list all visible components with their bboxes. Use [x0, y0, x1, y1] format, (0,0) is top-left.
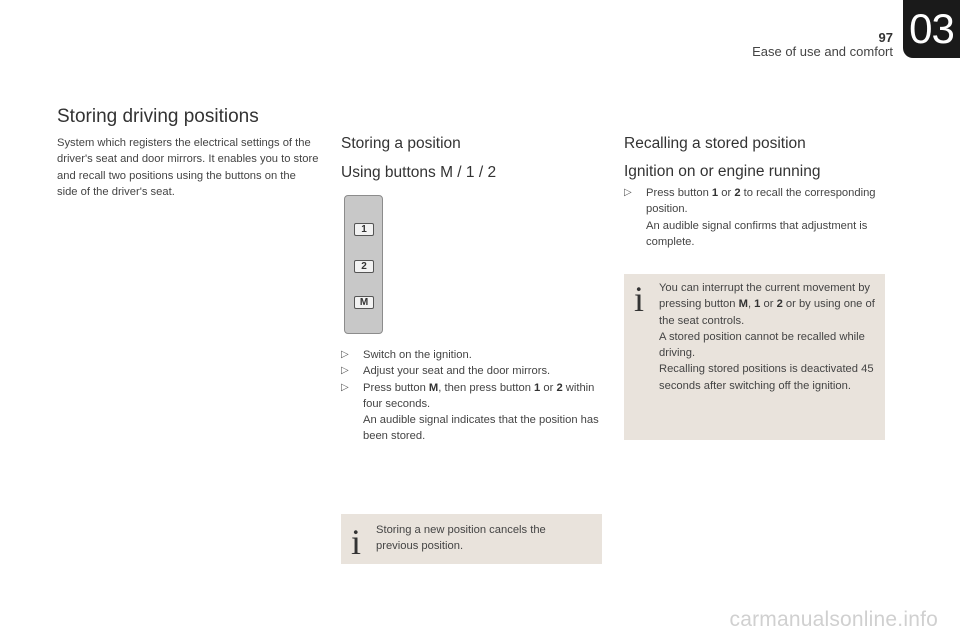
step-text: to recall the corresponding position.: [646, 187, 876, 216]
info-text-part: ,: [747, 298, 755, 311]
memory-button-m: M: [354, 296, 374, 309]
arrow-right-icon: ▷: [341, 365, 349, 377]
step-item: [341, 363, 603, 379]
recalling-section-subtitle: Ignition on or engine running: [624, 163, 821, 180]
arrow-right-icon: ▷: [624, 187, 632, 198]
step-text: or: [718, 187, 735, 199]
button-ref: 1: [711, 187, 719, 199]
recalling-section-title: Recalling a stored position: [624, 135, 806, 152]
button-ref: 2: [776, 298, 783, 311]
step-text: within four seconds.: [363, 381, 595, 410]
storing-steps: [341, 347, 603, 445]
info-text-part: You can interrupt the current movement by pressing button: [659, 282, 871, 311]
button-ref: 2: [556, 381, 563, 394]
info-text-part: or: [760, 298, 777, 311]
watermark: carmanualsonline.info: [729, 608, 938, 631]
seat-memory-button-panel: [344, 195, 383, 334]
step-note: An audible signal indicates that the position has been stored.: [363, 414, 599, 443]
step-text: , then press button: [438, 381, 535, 394]
info-text: [659, 280, 879, 394]
memory-button-1: 1: [354, 223, 374, 236]
step-text: or: [540, 381, 557, 394]
button-ref: M: [428, 381, 439, 394]
info-box-storing: [341, 514, 602, 564]
page-number: 97: [878, 30, 893, 45]
step-text: Switch on the ignition.: [363, 349, 472, 361]
button-ref: 1: [754, 298, 761, 311]
arrow-right-icon: ▷: [341, 381, 349, 393]
step-text: Press button: [646, 187, 712, 199]
step-note: An audible signal confirms that adjustment is complete.: [646, 219, 868, 248]
arrow-right-icon: ▷: [341, 349, 349, 360]
storing-section-subtitle: Using buttons M / 1 / 2: [341, 164, 497, 181]
info-text-part: Recalling stored positions is deactivated 45 seconds after switching off the ignition.: [659, 363, 874, 392]
info-icon: i: [634, 279, 645, 319]
chapter-tab: 03: [903, 0, 960, 58]
info-text: Storing a new position cancels the previous position.: [376, 524, 546, 553]
button-ref: M: [738, 298, 748, 311]
info-icon: i: [351, 522, 362, 562]
button-ref: 2: [734, 187, 741, 199]
step-item: [341, 380, 603, 445]
step-item: [341, 347, 603, 363]
info-text-part: A stored position cannot be recalled while driving.: [659, 330, 865, 360]
page-title: Storing driving positions: [57, 106, 259, 127]
info-text-part: or by using one of the seat controls.: [659, 298, 875, 327]
step-text: Press button: [363, 381, 429, 394]
step-item: [624, 185, 886, 250]
intro-paragraph: System which registers the electrical settings of the driver's seat and door mirrors. It enables you to store and recall two positions using the buttons on the side of the driver's seat.: [57, 137, 319, 198]
step-text: Adjust your seat and the door mirrors.: [363, 365, 551, 378]
info-box-recalling: [624, 274, 885, 440]
storing-section-title: Storing a position: [341, 135, 461, 152]
button-ref: 1: [534, 381, 541, 394]
section-title: Ease of use and comfort: [752, 44, 893, 59]
recalling-steps: [624, 185, 886, 250]
memory-button-2: 2: [354, 260, 374, 273]
